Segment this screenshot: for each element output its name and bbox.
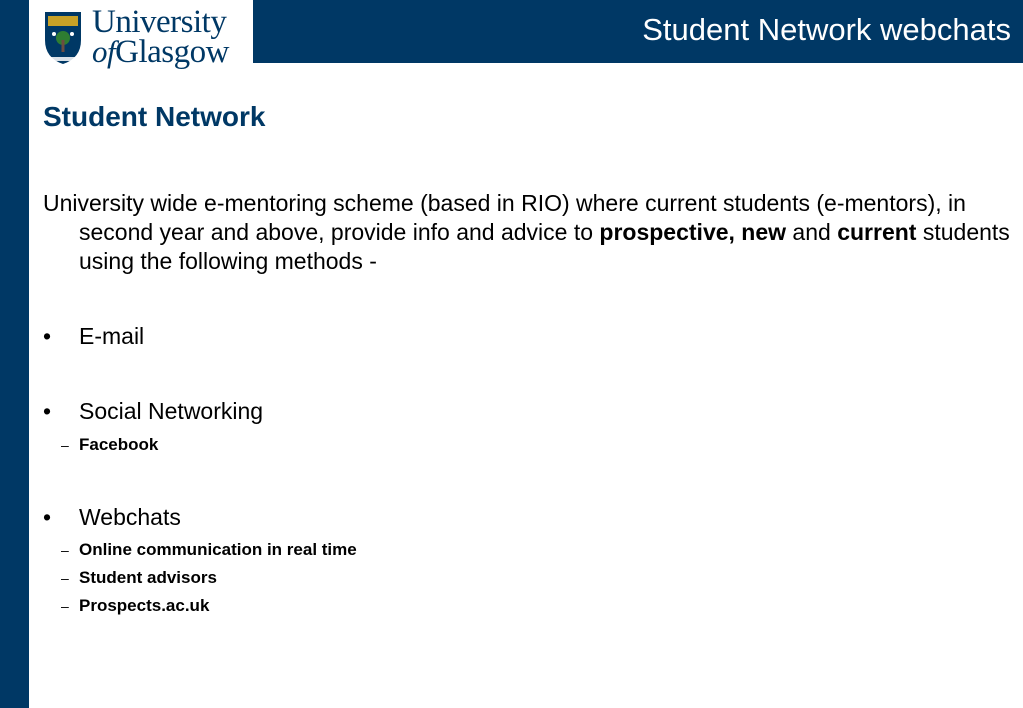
crest-icon xyxy=(43,10,83,66)
subitem-label: Facebook xyxy=(79,435,159,454)
bullet-marker: • xyxy=(43,504,52,530)
logo-word-university: University xyxy=(92,4,227,40)
subitem-label: Online communication in real time xyxy=(79,540,357,559)
intro-paragraph: University wide e-mentoring scheme (based in RIO) where current students (e-mentors), in second year and above, provide info and advice to prospective, new and current students using the following methods - xyxy=(43,190,1010,274)
bullet-label: Social Networking xyxy=(79,398,264,424)
subitem-label: Prospects.ac.uk xyxy=(79,596,210,615)
logo-word-glasgow: ofGlasgow xyxy=(92,34,229,70)
dash-marker: – xyxy=(61,570,69,586)
left-accent-bar xyxy=(0,0,29,708)
subitem-label: Student advisors xyxy=(79,568,217,587)
bullet-label: E-mail xyxy=(79,323,145,349)
dash-marker: – xyxy=(61,598,69,614)
bullet-label: Webchats xyxy=(79,504,181,530)
university-logo xyxy=(29,0,253,72)
dash-marker: – xyxy=(61,437,69,453)
section-heading: Student Network xyxy=(43,101,266,132)
bullet-marker: • xyxy=(43,398,52,424)
bullet-marker: • xyxy=(43,323,52,349)
slide-title: Student Network webchats xyxy=(642,12,1011,47)
dash-marker: – xyxy=(61,542,69,558)
